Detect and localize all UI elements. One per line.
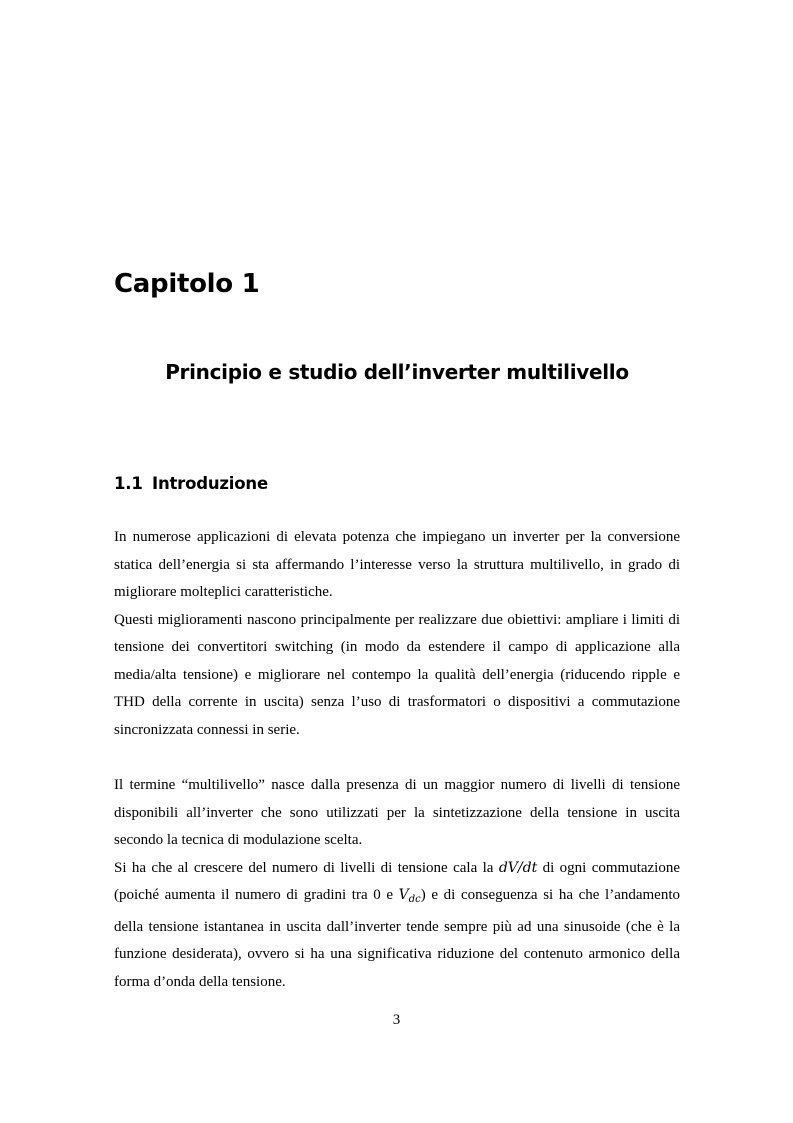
page-number: 3 [392, 1012, 401, 1028]
paragraph-1: In numerose applicazioni di elevata potenza che impiegano un inverter per la conversione statica dell’energia si sta affermando l’interesse verso la struttura multilivello, in grado di migliorare molteplici caratteristiche. [114, 529, 680, 600]
paragraph-group-1 [114, 524, 680, 744]
section-number: 1.1 [114, 474, 143, 493]
paragraph-4-text-b: di ogni commutazione (poiché aumenta il numero di gradini tra 0 e [114, 859, 680, 903]
paragraph-4-text-a: Si ha che al crescere del numero di livelli di tensione cala la [114, 859, 499, 876]
math-v-subscript: dc [408, 894, 421, 905]
paragraph-3: Il termine “multilivello” nasce dalla presenza di un maggior numero di livelli di tensione disponibili all’inverter che sono utilizzati per la sintetizzazione della tensione in uscita secondo la tecnica di modulazione scelta. [114, 777, 680, 848]
paragraph-4-text-c: ) e di conseguenza si ha che l’andamento della tensione istantanea in uscita dall’inverter tende sempre più ad una sinusoide (che è la funzione desiderata), ovvero si ha una significativa riduzione del contenuto armonico della forma d’onda della tensione. [114, 887, 680, 990]
math-v: V [398, 887, 409, 903]
math-dv-dt: dV/dt [498, 859, 538, 876]
paragraph-2: Questi miglioramenti nascono principalmente per realizzare due obiettivi: ampliare i limiti di tensione dei convertitori switching (in modo da estendere il campo di applicazione alla media/alta tensione) e migliorare nel contempo la qualità dell’energia (riducendo ripple e THD della corrente in uscita) senza l’uso di trasformatori o dispositivi a commutazione sincronizzata connessi in serie. [114, 611, 680, 738]
section-heading [114, 472, 268, 496]
chapter-title: Principio e studio dell’inverter multilivello [165, 360, 629, 384]
section-title: Introduzione [152, 474, 268, 493]
chapter-label: Capitolo 1 [114, 269, 260, 299]
paragraph-4 [114, 855, 680, 997]
math-v-dc [399, 887, 421, 903]
paragraph-group-2 [114, 772, 680, 996]
